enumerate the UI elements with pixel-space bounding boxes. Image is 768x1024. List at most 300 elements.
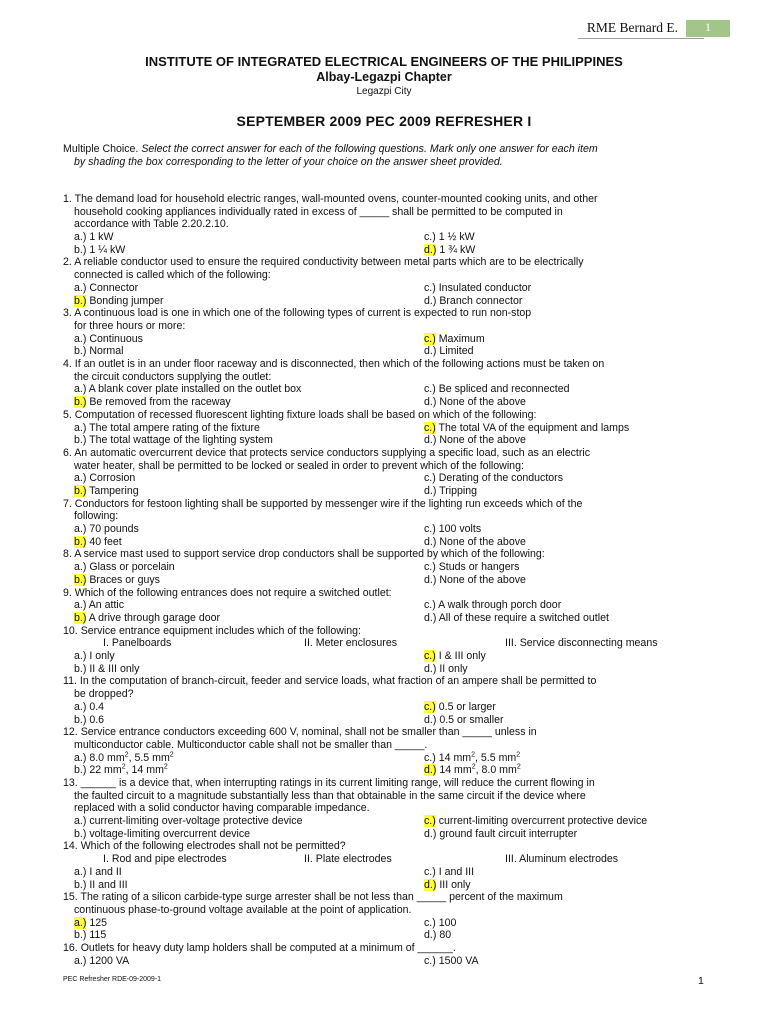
option-letter: c.) [424,332,436,345]
option-letter: b.) [74,243,87,256]
option-b [74,714,104,727]
option-text: None of the above [439,573,526,586]
option-letter: c.) [424,472,436,485]
question-line-2: be dropped? [74,688,134,701]
question-item [63,840,706,891]
option-d [424,879,471,892]
option-text: Be removed from the raceway [89,396,231,409]
option-letter: c.) [424,231,436,244]
question-line-2: connected is called which of the following: [74,269,271,282]
option-text: Normal [89,345,124,358]
question-line-2: household cooking appliances individually rated in excess of _____ shall be permitted to be computed in [74,205,563,218]
question-number: 8. [63,548,72,561]
option-text: Studs or hangers [438,561,520,574]
option-a [74,917,107,930]
option-letter: c.) [424,865,436,878]
question-item [63,675,706,726]
option-text: 1 ¼ kW [89,243,126,256]
option-a [74,561,175,574]
option-row [63,383,706,396]
option-letter: d.) [424,764,437,777]
option-text: II & III only [89,662,140,675]
institution-name: INSTITUTE OF INTEGRATED ELECTRICAL ENGINEERS OF THE PHILIPPINES [145,54,623,69]
option-a [74,650,115,663]
option-text: I & III only [438,650,486,663]
question-list [63,193,706,967]
question-number: 16. [63,942,78,955]
option-letter: c.) [424,421,436,434]
option-row [63,295,706,308]
question-line-1: Which of the following entrances does not require a switched outlet: [74,586,392,599]
option-letter: b.) [74,929,87,942]
option-b [74,879,128,892]
option-a [74,701,104,714]
question-line-3: replaced with a solid conductor having comparable impedance. [74,802,370,815]
option-row [63,929,706,942]
option-text: An attic [88,599,125,612]
option-letter: a.) [74,751,87,764]
option-text: 1200 VA [89,954,130,967]
option-d [424,574,526,587]
option-text: Limited [439,345,474,358]
option-text: Derating of the conductors [438,472,563,485]
option-text: 1 kW [89,231,114,244]
question-item [63,726,706,777]
question-line-1: In the computation of branch-circuit, feeder and service loads, what fraction of an ampere shall be permitted to [79,675,597,688]
question-item [63,358,706,409]
option-text: ground fault circuit interrupter [439,827,578,840]
option-text: 0.4 [89,700,105,713]
option-d [424,434,526,447]
option-a [74,383,301,396]
option-text: 100 [438,916,457,929]
option-letter: b.) [74,611,87,624]
option-text: A blank cover plate installed on the outlet box [88,383,302,396]
question-line-2: water heater, shall be permitted to be locked or sealed in order to prevent which of the following: [74,459,524,472]
question-item [63,409,706,447]
option-d [424,764,521,777]
option-letter: d.) [424,535,437,548]
option-d [424,244,475,257]
option-text: Continuous [89,332,143,345]
option-letter: a.) [74,865,87,878]
option-row [63,663,706,676]
option-text: None of the above [439,434,526,447]
option-c [424,472,563,485]
option-a [74,282,138,295]
option-d [424,536,526,549]
running-header [587,19,730,37]
option-text: 70 pounds [89,523,139,536]
question-text [63,256,706,281]
option-c [424,815,647,828]
option-c [424,752,520,765]
option-b [74,574,160,587]
option-letter: b.) [74,396,87,409]
option-letter: d.) [424,434,437,447]
option-letter: b.) [74,535,87,548]
instructions-text-1: Select the correct answer for each of the following questions. Mark only one answer for each item [141,143,598,155]
question-item [63,498,706,549]
question-text [63,625,706,638]
option-text: Maximum [438,332,485,345]
option-text: II and III [89,878,128,891]
question-number: 6. [63,446,72,459]
question-text [63,548,706,561]
option-d [424,345,473,358]
question-item [63,942,706,967]
footer-page-number: 1 [698,975,704,987]
option-text: Corrosion [89,472,136,485]
option-row [63,333,706,346]
question-item [63,625,706,676]
option-text: 0.5 or smaller [439,713,504,726]
option-c [424,333,485,346]
option-row [63,764,706,777]
option-row [63,282,706,295]
option-row [63,815,706,828]
option-letter: d.) [424,485,437,497]
option-row [63,434,706,447]
question-number: 4. [63,358,72,371]
option-c [424,955,479,968]
instructions [63,143,705,169]
option-text: voltage-limiting overcurrent device [89,827,251,840]
question-number: 5. [63,408,72,421]
option-text: 115 [89,929,107,942]
option-c [424,866,474,879]
question-line-1: Conductors for festoon lighting shall be supported by messenger wire if the lighting run exceeds which of the [74,497,583,510]
roman-item: I. Panelboards [103,637,172,650]
question-item [63,891,706,942]
option-a [74,231,113,244]
option-row [63,955,706,968]
option-text: Braces or guys [89,573,160,586]
option-text: 1500 VA [438,954,479,967]
option-a [74,752,174,765]
option-letter: b.) [74,345,87,358]
option-d [424,929,451,942]
question-item [63,587,706,625]
option-c [424,231,475,244]
roman-items [63,637,706,650]
option-text: Tampering [89,485,139,497]
option-text: 80 [439,929,452,942]
option-text: All of these require a switched outlet [438,611,609,624]
option-letter: a.) [74,599,87,612]
question-line-2: following: [74,510,119,523]
question-number: 3. [63,307,72,320]
option-letter: b.) [74,485,87,497]
question-number: 9. [63,586,72,599]
question-text [63,840,706,853]
option-row [63,396,706,409]
option-letter: c.) [424,650,436,663]
option-text: Glass or porcelain [89,561,175,574]
question-text [63,726,706,751]
option-text: 0.5 or larger [438,700,496,713]
option-a [74,955,129,968]
question-number: 12. [63,726,78,739]
option-letter: a.) [74,231,87,244]
option-letter: a.) [74,815,87,828]
option-c [424,701,496,714]
option-letter: d.) [424,878,437,891]
option-a [74,866,122,879]
option-c [424,422,629,435]
question-line-1: If an outlet is in an under floor raceway and is disconnected, then which of the following actions must be taken on [74,358,605,371]
option-text: The total ampere rating of the fixture [89,421,260,434]
question-line-3: accordance with Table 2.20.2.10. [74,218,229,231]
option-text: 8.0 $mm^2$, 5.5 $mm^2$ [89,751,174,764]
question-text [63,409,706,422]
option-d [424,663,468,676]
question-line-2: the faulted circuit to a magnitude substantially less than that obtainable in the same circuit if the device where [74,789,586,802]
option-d [424,714,504,727]
question-text [63,193,706,231]
option-text: 22 $mm^2$, 14 $mm^2$ [89,763,168,777]
question-line-1: The demand load for household electric ranges, wall-mounted ovens, counter-mounted cooking units, and other [74,193,598,205]
option-letter: a.) [74,472,87,485]
option-a [74,599,124,612]
option-row [63,422,706,435]
option-row [63,866,706,879]
option-letter: d.) [424,243,437,256]
option-text: Branch connector [439,294,523,307]
option-text: 1 ¾ kW [439,243,476,256]
question-item [63,548,706,586]
instructions-text-2: by shading the box corresponding to the letter of your choice on the answer sheet provided. [74,156,503,168]
option-letter: b.) [74,713,87,726]
question-number: 15. [63,891,78,904]
option-row [63,917,706,930]
option-row [63,561,706,574]
option-letter: c.) [424,815,436,828]
option-letter: d.) [424,396,437,409]
option-row [63,523,706,536]
instructions-label: Multiple Choice. [63,143,139,155]
question-text [63,891,706,916]
question-number: 2. [63,256,72,269]
option-text: The total VA of the equipment and lamps [438,421,630,434]
option-letter: c.) [424,700,436,713]
option-c [424,282,531,295]
option-letter: d.) [424,345,437,358]
option-d [424,295,522,308]
roman-item: II. Plate electrodes [304,853,392,866]
option-text: The total wattage of the lighting system [89,434,273,447]
question-text [63,675,706,700]
option-letter: a.) [74,954,87,967]
roman-item: III. Aluminum electrodes [505,853,619,866]
option-letter: d.) [424,713,437,726]
option-b [74,828,250,841]
option-text: III only [439,878,471,891]
option-row [63,879,706,892]
question-line-1: Service entrance equipment includes which of the following: [80,624,361,637]
roman-items [63,853,706,866]
option-text: 125 [89,916,108,929]
question-text [63,358,706,383]
option-row [63,345,706,358]
question-text [63,307,706,332]
question-line-2: the circuit conductors supplying the outlet: [74,370,272,383]
roman-item: II. Meter enclosures [304,637,398,650]
author-name: RME Bernard E. [586,20,678,35]
question-item [63,193,706,256]
chapter-name: Albay-Legazpi Chapter [316,70,452,84]
option-b [74,396,231,409]
option-c [424,523,481,536]
option-text: Connector [89,281,139,294]
option-text: 100 volts [438,523,482,536]
roman-item: III. Service disconnecting means [505,637,658,650]
option-b [74,434,273,447]
question-text [63,498,706,523]
option-letter: a.) [74,421,87,434]
question-number: 10. [63,624,78,637]
option-b [74,764,168,777]
question-number: 11. [63,675,77,688]
option-b [74,663,139,676]
option-letter: b.) [74,294,87,307]
header-page-badge: 1 [686,20,730,37]
option-letter: d.) [424,929,437,942]
option-b [74,345,123,358]
option-row [63,244,706,257]
question-number: 7. [63,497,72,510]
option-text: I only [89,650,115,663]
option-c [424,561,519,574]
option-letter: a.) [74,383,87,396]
option-letter: c.) [424,561,436,574]
option-c [424,650,486,663]
option-row [63,536,706,549]
question-line-2: for three hours or more: [74,319,186,332]
option-letter: b.) [74,764,87,777]
question-line-1: A reliable conductor used to ensure the required conductivity between metal parts which are to be electrically [74,256,584,269]
option-letter: c.) [424,916,436,929]
option-b [74,295,164,308]
question-item [63,256,706,307]
option-a [74,333,143,346]
option-letter: c.) [424,281,436,294]
option-row [63,231,706,244]
option-text: None of the above [439,396,526,409]
option-letter: b.) [74,878,87,891]
option-b [74,244,125,257]
option-letter: c.) [424,954,436,967]
option-letter: a.) [74,281,87,294]
option-a [74,472,135,485]
option-letter: a.) [74,650,87,663]
question-item [63,777,706,840]
option-letter: b.) [74,827,87,840]
option-c [424,599,561,612]
option-letter: a.) [74,332,87,345]
question-line-1: A continuous load is one in which one of the following types of current is expected to run non-stop [74,307,532,320]
question-item [63,447,706,498]
question-number: 14. [63,840,78,853]
option-letter: a.) [74,523,87,536]
question-line-1: Computation of recessed fluorescent lighting fixture loads shall be based on which of the following: [74,408,537,421]
option-text: Be spliced and reconnected [438,383,570,396]
option-text: Tripping [439,485,478,497]
option-d [424,612,609,625]
option-text: 0.6 [89,713,105,726]
option-a [74,523,139,536]
option-row [63,574,706,587]
option-row [63,828,706,841]
option-letter: b.) [74,573,87,586]
option-letter: c.) [424,751,436,764]
option-text: Insulated conductor [438,281,532,294]
option-row [63,752,706,765]
question-text [63,942,706,955]
option-letter: d.) [424,827,437,840]
option-text: Bonding jumper [89,294,164,307]
option-letter: c.) [424,383,436,396]
option-letter: a.) [74,916,87,929]
option-text: None of the above [439,535,526,548]
question-line-1: An automatic overcurrent device that protects service conductors supplying a specific load, such as an electric [74,446,591,459]
option-a [74,815,302,828]
option-text: A drive through garage door [88,611,221,624]
option-b [74,929,106,942]
option-row [63,472,706,485]
option-letter: a.) [74,561,87,574]
option-letter: c.) [424,523,436,536]
question-text [63,587,706,600]
option-letter: d.) [424,662,437,675]
option-text: 14 $mm^2$, 8.0 $mm^2$ [439,763,521,777]
option-letter: d.) [424,573,437,586]
option-row [63,714,706,727]
option-text: I and II [89,865,122,878]
question-line-2: multiconductor cable. Multiconductor cable shall not be smaller than _____. [74,738,428,751]
question-number: 13. [63,776,78,789]
question-line-1: A service mast used to support service drop conductors shall be supported by which of the following: [74,548,545,561]
question-line-1: ______ is a device that, when interrupting ratings in its current limiting range, will reduce the current flowing in [80,776,595,789]
question-line-1: The rating of a silicon carbide-type surge arrester shall be not less than _____ percent of the maximum [80,891,563,904]
option-a [74,422,260,435]
option-letter: a.) [74,700,87,713]
question-line-1: Service entrance conductors exceeding 600 V, nominal, shall not be smaller than _____ unless in [80,726,537,739]
option-text: current-limiting overcurrent protective device [438,815,648,828]
question-text [63,777,706,815]
option-b [74,612,220,625]
option-text: current-limiting over-voltage protective device [89,815,303,828]
option-text: II only [439,662,468,675]
question-text [63,447,706,472]
page-title: SEPTEMBER 2009 PEC 2009 REFRESHER I [236,113,532,129]
option-d [424,485,477,498]
option-row [63,650,706,663]
option-text: 40 feet [89,535,122,548]
option-row [63,485,706,498]
option-c [424,383,569,396]
question-number: 1. [63,193,72,205]
option-text: I and III [438,865,475,878]
city-name: Legazpi City [356,86,412,97]
option-letter: d.) [424,611,437,624]
option-letter: b.) [74,434,87,447]
option-row [63,599,706,612]
roman-item: I. Rod and pipe electrodes [103,853,227,866]
header-rule [578,38,704,39]
option-row [63,612,706,625]
question-line-1: Which of the following electrodes shall not be permitted? [80,840,346,853]
